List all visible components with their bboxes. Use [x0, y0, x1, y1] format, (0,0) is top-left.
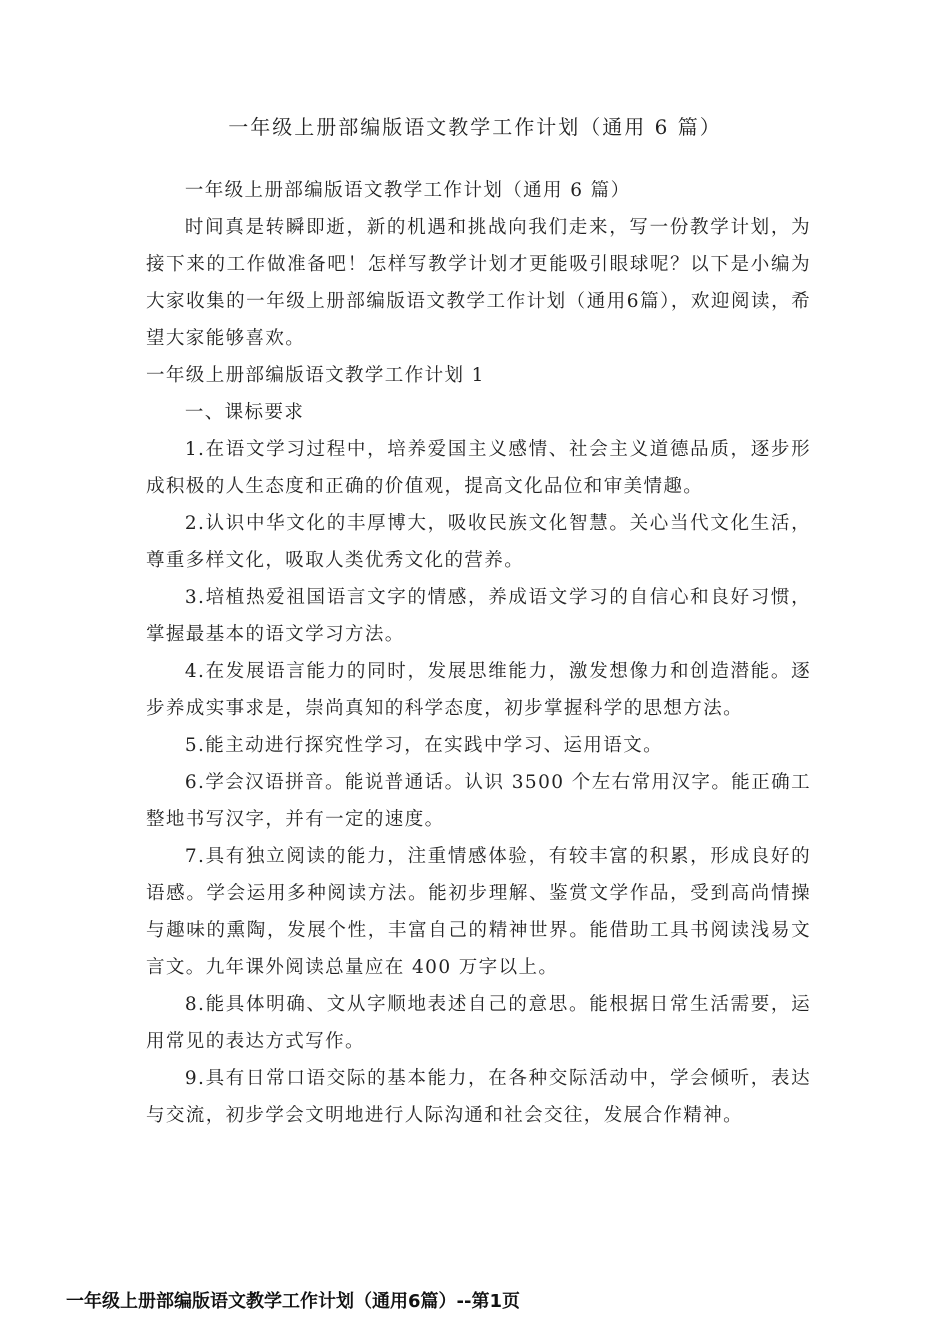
- body-paragraph: 7.具有独立阅读的能力，注重情感体验，有较丰富的积累，形成良好的语感。学会运用多种阅读方法。能初步理解、鉴赏文学作品，受到高尚情操与趣味的熏陶，发展个性，丰富自己的精神世界。能借助工具书阅读浅易文言文。九年课外阅读总量应在 400 万字以上。: [146, 846, 811, 978]
- document-body: [146, 172, 811, 1134]
- body-paragraph: 8.能具体明确、文从字顺地表述自己的意思。能根据日常生活需要，运用常见的表达方式写作。: [146, 994, 811, 1052]
- body-paragraph: 6.学会汉语拼音。能说普通话。认识 3500 个左右常用汉字。能正确工整地书写汉字，并有一定的速度。: [146, 772, 811, 830]
- page-footer: 一年级上册部编版语文教学工作计划（通用6篇）--第1页: [66, 1291, 520, 1312]
- body-paragraph: 时间真是转瞬即逝，新的机遇和挑战向我们走来，写一份教学计划，为接下来的工作做准备吧！怎样写教学计划才更能吸引眼球呢？以下是小编为大家收集的一年级上册部编版语文教学工作计划（通用6篇），欢迎阅读，希望大家能够喜欢。: [146, 217, 811, 349]
- body-paragraph: 5.能主动进行探究性学习，在实践中学习、运用语文。: [184, 735, 663, 756]
- body-paragraph: 2.认识中华文化的丰厚博大，吸收民族文化智慧。关心当代文化生活，尊重多样文化，吸取人类优秀文化的营养。: [146, 513, 811, 571]
- document-subtitle: 一年级上册部编版语文教学工作计划（通用 6 篇）: [184, 180, 631, 201]
- body-paragraph: 一、课标要求: [184, 402, 305, 423]
- body-paragraph: 1.在语文学习过程中，培养爱国主义感情、社会主义道德品质，逐步形成积极的人生态度和正确的价值观，提高文化品位和审美情趣。: [146, 439, 811, 497]
- body-paragraph: 一年级上册部编版语文教学工作计划 1: [146, 365, 485, 386]
- body-paragraph: 3.培植热爱祖国语言文字的情感，养成语文学习的自信心和良好习惯，掌握最基本的语文学习方法。: [146, 587, 811, 645]
- page-title: 一年级上册部编版语文教学工作计划（通用 6 篇）: [228, 115, 722, 139]
- body-paragraph: 9.具有日常口语交际的基本能力，在各种交际活动中，学会倾听，表达与交流，初步学会文明地进行人际沟通和社会交往，发展合作精神。: [146, 1068, 811, 1126]
- body-paragraph: 4.在发展语言能力的同时，发展思维能力，激发想像力和创造潜能。逐步养成实事求是，崇尚真知的科学态度，初步掌握科学的思想方法。: [146, 661, 811, 719]
